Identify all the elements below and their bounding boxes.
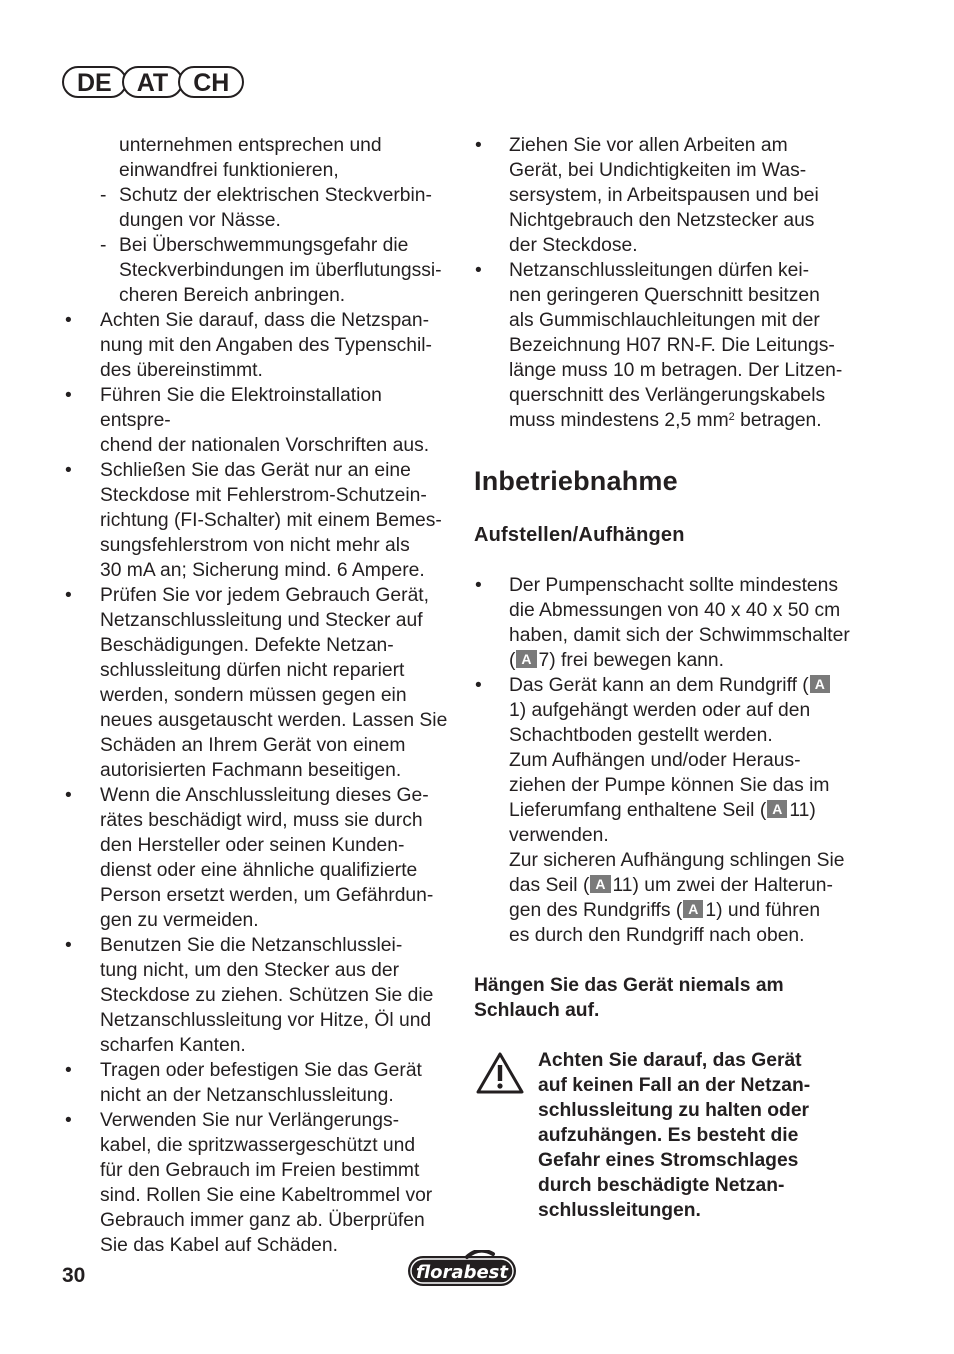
sub-item [62, 183, 452, 208]
text-fragment: 11) um zwei der Halterun- [612, 875, 833, 896]
text-fragment: das Seil ( [509, 875, 590, 896]
text-line: Verwenden Sie nur Verlängerungs- [100, 1110, 400, 1131]
text-line: scharfen Kanten. [100, 1035, 246, 1056]
text-line: betragen. [734, 410, 822, 431]
text-line: Schäden an Ihrem Gerät von einem [100, 735, 406, 756]
list-item [474, 673, 874, 948]
text-line: Prüfen Sie vor jedem Gebrauch Gerät, [100, 585, 430, 606]
text-line: unternehmen entsprechen und [119, 135, 382, 156]
note-bold [474, 973, 874, 1023]
text-line [509, 898, 874, 923]
left-bullet-list [62, 308, 452, 1258]
text-line: Schließen Sie das Gerät nur an eine [100, 460, 411, 481]
bullet-marker: • [475, 135, 482, 156]
text-line: sind. Rollen Sie eine Kabeltrommel vor [100, 1185, 433, 1206]
text-line: aufzuhängen. Es besteht die [538, 1125, 799, 1146]
text-line: Beschädigungen. Defekte Netzan- [100, 635, 394, 656]
list-item [62, 308, 452, 383]
text-line: Tragen oder befestigen Sie das Gerät [100, 1060, 422, 1081]
text-line: Bezeichnung H07 RN-F. Die Leitungs- [509, 335, 835, 356]
text-line: Zum Aufhängen und/oder Heraus- [509, 750, 801, 771]
figure-ref-badge: A [590, 875, 610, 893]
text-line: Achten Sie darauf, dass die Netzspan- [100, 310, 430, 331]
text-line: nicht an der Netzanschlussleitung. [100, 1085, 394, 1106]
right-bullet-list [474, 133, 874, 408]
text-line: Bei Überschwemmungsgefahr die [119, 235, 409, 256]
text-line: Person ersetzt werden, um Gefährdun- [100, 885, 434, 906]
text-line: Schachtboden gestellt werden. [509, 725, 773, 746]
text-line: Netzanschlussleitungen dürfen kei- [509, 260, 810, 281]
country-badge-ch: CH [178, 66, 244, 98]
text-fragment: gen des Rundgriffs ( [509, 900, 683, 921]
bullet-marker: • [65, 1110, 72, 1131]
text-line: kabel, die spritzwassergeschützt und [100, 1135, 416, 1156]
bullet-marker: • [65, 385, 72, 406]
country-badge-de: DE [62, 66, 127, 98]
text-fragment: Das Gerät kann an dem Rundgriff ( [509, 675, 809, 696]
list-item [62, 1108, 452, 1258]
text-line: Schlauch auf. [474, 1000, 600, 1021]
text-line: Gebrauch immer ganz ab. Überprüfen [100, 1210, 425, 1231]
figure-ref-badge: A [810, 675, 830, 693]
text-fragment: 11) [789, 800, 816, 821]
text-line [509, 798, 874, 823]
text-line: sersystem, in Arbeitspausen und bei [509, 185, 819, 206]
text-line: Der Pumpenschacht sollte mindestens [509, 575, 839, 596]
list-item [62, 383, 452, 458]
text-line: haben, damit sich der Schwimmschalter [509, 625, 850, 646]
text-line: rätes beschädigt wird, muss sie durch [100, 810, 423, 831]
dash-marker: - [100, 235, 107, 256]
text-line: neues ausgetauscht werden. Lassen Sie [100, 710, 448, 731]
text-line: für den Gebrauch im Freien bestimmt [100, 1160, 420, 1181]
text-line: schlussleitungen. [538, 1200, 701, 1221]
right-column [474, 133, 874, 1223]
text-line: tung nicht, um den Stecker aus der [100, 960, 400, 981]
text-line: Schutz der elektrischen Steckverbin- [119, 185, 432, 206]
text-line: 30 mA an; Sicherung mind. 6 Ampere. [100, 560, 425, 581]
text-line: werden, sondern müssen gegen ein [100, 685, 407, 706]
bullet-marker: • [475, 675, 482, 696]
text-line: Hängen Sie das Gerät niemals am [474, 975, 784, 996]
text-line: Netzanschlussleitung und Stecker auf [100, 610, 423, 631]
text-line: nen geringeren Querschnitt besitzen [509, 285, 820, 306]
text-line: 1) aufgehängt werden oder auf den [509, 700, 811, 721]
text-line: schlussleitung zu halten oder [538, 1100, 810, 1121]
bullet-marker: • [65, 310, 72, 331]
text-line: muss mindestens 2,5 mm [509, 410, 729, 431]
text-line: einwandfrei funktionieren, [119, 160, 339, 181]
text-line: des übereinstimmt. [100, 360, 263, 381]
bullet-marker: • [65, 785, 72, 806]
subsection-heading: Aufstellen/Aufhängen [474, 524, 685, 546]
list-item [62, 458, 452, 583]
warning-block [474, 1048, 874, 1223]
figure-ref-badge: A [683, 900, 703, 918]
text-line: Gerät, bei Undichtigkeiten im Was- [509, 160, 807, 181]
text-line: länge muss 10 m betragen. Der Litzen- [509, 360, 843, 381]
text-fragment: 1) und führen [705, 900, 821, 921]
text-line: richtung (FI-Schalter) mit einem Bemes- [100, 510, 442, 531]
svg-text:florabest: florabest [416, 1262, 508, 1283]
text-line: autorisierten Fachmann beseitigen. [100, 760, 402, 781]
text-fragment: Lieferumfang enthaltene Seil ( [509, 800, 767, 821]
bullet-marker: • [65, 1060, 72, 1081]
text-line: chend der nationalen Vorschriften aus. [100, 435, 430, 456]
text-line: Gefahr eines Stromschlages [538, 1150, 799, 1171]
page-number: 30 [62, 1264, 86, 1287]
section-heading: Inbetriebnahme [474, 466, 678, 496]
text-line: dungen vor Nässe. [119, 210, 281, 231]
list-item [474, 573, 874, 673]
text-line: cheren Bereich anbringen. [119, 285, 346, 306]
warning-triangle-icon [476, 1052, 524, 1094]
text-line: als Gummischlauchleitungen mit der [509, 310, 820, 331]
text-line: Steckdose zu ziehen. Schützen Sie die [100, 985, 434, 1006]
text-line: sungsfehlerstrom von nicht mehr als [100, 535, 410, 556]
text-line: Benutzen Sie die Netzanschlusslei- [100, 935, 403, 956]
text-line: Führen Sie die Elektroinstallation entspre- [100, 385, 382, 431]
warning-text [538, 1048, 874, 1223]
text-fragment: ( [509, 650, 516, 671]
text-line: querschnitt des Verlängerungskabels [509, 385, 826, 406]
text-line: die Abmessungen von 40 x 40 x 50 cm [509, 600, 841, 621]
text-line [509, 648, 874, 673]
text-line: Wenn die Anschlussleitung dieses Ge- [100, 785, 429, 806]
text-line: gen zu vermeiden. [100, 910, 259, 931]
list-item [474, 133, 874, 258]
list-item [474, 258, 874, 408]
list-item [62, 783, 452, 933]
bullet-marker: • [65, 585, 72, 606]
figure-ref-badge: A [767, 800, 787, 818]
bullet-marker: • [475, 260, 482, 281]
country-badge-at: AT [122, 66, 183, 98]
text-line: Sie das Kabel auf Schäden. [100, 1235, 338, 1256]
text-line: verwenden. [509, 825, 609, 846]
text-line: schlussleitung dürfen nicht repariert [100, 660, 405, 681]
text-line: Achten Sie darauf, das Gerät [538, 1050, 802, 1071]
text-line: Netzanschlussleitung vor Hitze, Öl und [100, 1010, 432, 1031]
text-line: auf keinen Fall an der Netzan- [538, 1075, 811, 1096]
text-line: Nichtgebrauch den Netzstecker aus [509, 210, 815, 231]
text-line [509, 873, 874, 898]
text-line: ziehen der Pumpe können Sie das im [509, 775, 830, 796]
country-badges [62, 66, 239, 98]
dash-marker: - [100, 185, 107, 206]
text-fragment: 7) frei bewegen kann. [538, 650, 724, 671]
text-line: durch beschädigte Netzan- [538, 1175, 785, 1196]
bullet-marker: • [65, 460, 72, 481]
text-line [509, 673, 874, 698]
figure-ref-badge: A [516, 650, 536, 668]
list-item [62, 1058, 452, 1108]
text-line: Steckdose mit Fehlerstrom-Schutzein- [100, 485, 427, 506]
text-line: dienst oder eine ähnliche qualifizierte [100, 860, 418, 881]
text-line: Steckverbindungen im überflutungssi- [119, 260, 442, 281]
list-item [474, 408, 874, 433]
list-item [62, 933, 452, 1058]
text-line: nung mit den Angaben des Typenschil- [100, 335, 432, 356]
text-line: der Steckdose. [509, 235, 638, 256]
text-line: Ziehen Sie vor allen Arbeiten am [509, 135, 788, 156]
text-line: den Hersteller oder seinen Kunden- [100, 835, 405, 856]
list-item [62, 583, 452, 783]
text-line: Zur sicheren Aufhängung schlingen Sie [509, 850, 845, 871]
superscript: 2 [728, 411, 735, 423]
bullet-marker: • [475, 575, 482, 596]
florabest-logo [405, 1250, 519, 1290]
sub-item [62, 233, 452, 258]
bullet-marker: • [65, 935, 72, 956]
left-column [62, 133, 452, 1258]
text-line: es durch den Rundgriff nach oben. [509, 925, 805, 946]
